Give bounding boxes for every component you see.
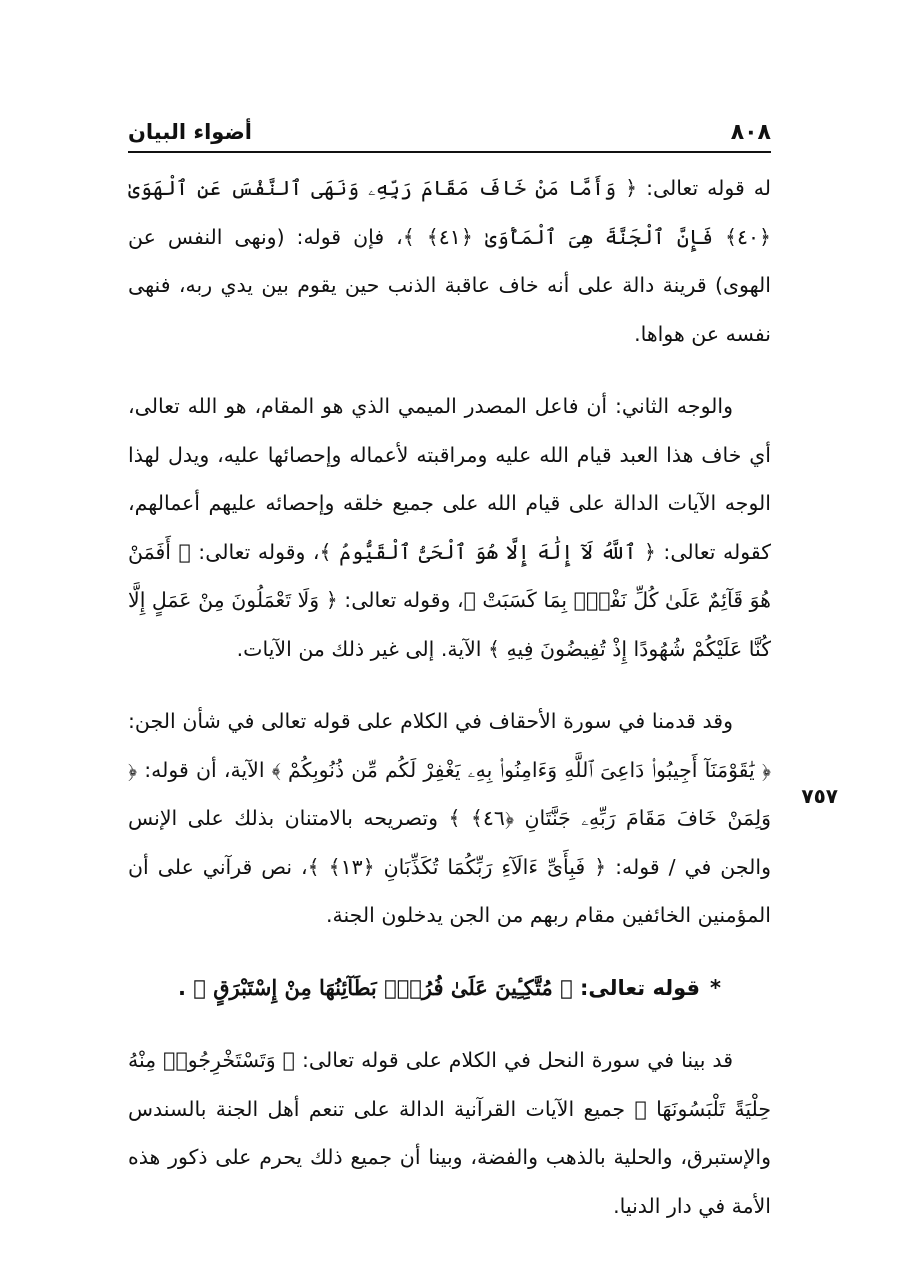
quran-verse: ﴿ مُتَّكِـِٔينَ عَلَىٰ فُرُشٍۭ بَطَآئِنُهَا مِنْ إِسْتَبْرَقٍ ﴾ — [193, 974, 573, 1000]
paragraph-3 — [128, 697, 771, 940]
paragraph-1 — [128, 164, 771, 358]
heading-label: قوله تعالى: — [572, 975, 701, 1000]
quran-verse: ﴿ وَلِمَنْ خَافَ مَقَامَ رَبِّهِۦ جَنَّتَانِ ﴿٤٦﴾ ﴾ — [128, 757, 771, 830]
text-segment: ، وقوله تعالى: — [190, 539, 320, 564]
text-segment: ، فإن قوله: (ونهى النفس عن الهوى) قرينة دالة على أنه خاف عاقبة الذنب حين يقوم بين يدي ربه، فنهى نفسه عن هواها. — [128, 224, 771, 346]
header-rule — [128, 151, 771, 153]
text-segment: له قوله تعالى: — [637, 176, 771, 200]
quran-verse: ﴿ يَٰقَوْمَنَآ أَجِيبُوا۟ دَاعِىَ ٱللَّهِ وَءَامِنُوا۟ بِهِۦ يَغْفِرْ لَكُم مِّن ذُنُوبِكُمْ ﴾ — [271, 757, 771, 782]
text-segment: جميع الآيات القرآنية الدالة على تنعم أهل الجنة بالسندس والإستبرق، والحلية بالذهب والفضة، وبينا أن جميع ذلك يحرم على ذكور هذه الأمة في دار الدنيا. — [128, 1096, 771, 1218]
text-segment: وقد قدمنا في سورة الأحقاف في الكلام على قوله تعالى في شأن الجن: — [128, 709, 733, 733]
quran-verse: ﴿ أَفَمَنْ هُوَ قَآئِمٌ عَلَىٰ كُلِّ نَفْسٍۭ بِمَا كَسَبَتْ ﴾ — [128, 539, 771, 612]
text-segment: ، وقوله تعالى: — [337, 588, 464, 612]
paragraph-4 — [128, 1036, 771, 1230]
quran-verse: ﴿ ٱللَّهُ لَآ إِلَٰهَ إِلَّا هُوَ ٱلْحَىُّ ٱلْقَيُّومُ ﴾ — [319, 539, 656, 564]
page-header — [128, 116, 771, 148]
heading-end: . — [178, 975, 194, 1000]
page-body — [128, 164, 771, 1230]
text-segment: قد بينا في سورة النحل في الكلام على قوله تعالى: — [294, 1048, 733, 1072]
text-segment: وتصريحه بالامتنان بذلك على الإنس والجن في / قوله: — [128, 806, 771, 879]
quran-verse: ﴿ فَبِأَىِّ ءَالَآءِ رَبِّكُمَا تُكَذِّبَانِ ﴿١٣﴾ ﴾ — [307, 854, 607, 879]
text-segment: والوجه الثاني: أن فاعل المصدر الميمي الذي هو المقام، هو الله تعالى، أي خاف هذا العبد قيام الله عليه ومراقبته لأعماله وإحصائها عليه، ويدل لهذا الوجه الآيات الدالة على قيام الله على جميع خلقه وإحصائه عليهم أعمالهم، كقوله تعالى: — [128, 394, 771, 564]
paragraph-2 — [128, 382, 771, 673]
book-title: أضواء البيان — [128, 120, 252, 144]
quran-verse: ﴿ وَأَمَّا مَنْ خَافَ مَقَامَ رَبِّهِۦ وَنَهَى ٱلنَّفْسَ عَنِ ٱلْهَوَىٰ ﴿٤٠﴾ فَإِنَّ ٱلْجَنَّةَ هِىَ ٱلْمَأْوَىٰ ﴿٤١﴾ ﴾ — [128, 176, 771, 249]
text-segment: الآية. إلى غير ذلك من الآيات. — [236, 636, 488, 661]
text-segment: الآية، أن قوله: — [137, 757, 272, 782]
quran-verse: ﴿ وَتَسْتَخْرِجُوا۟ مِنْهُ حِلْيَةً تَلْبَسُونَهَا ﴾ — [128, 1048, 771, 1121]
star-marker: * — [710, 975, 721, 1000]
text-segment: ، نص قرآني على أن المؤمنين الخائفين مقام ربهم من الجن يدخلون الجنة. — [128, 854, 771, 927]
margin-page-reference: ٧٥٧ — [801, 784, 838, 808]
quran-verse: ﴿ وَلَا تَعْمَلُونَ مِنْ عَمَلٍ إِلَّا كُنَّا عَلَيْكُمْ شُهُودًا إِذْ تُفِيضُونَ فِيهِ ﴾ — [128, 588, 771, 661]
page-number: ٨٠٨ — [730, 119, 771, 145]
section-heading — [128, 964, 771, 1013]
